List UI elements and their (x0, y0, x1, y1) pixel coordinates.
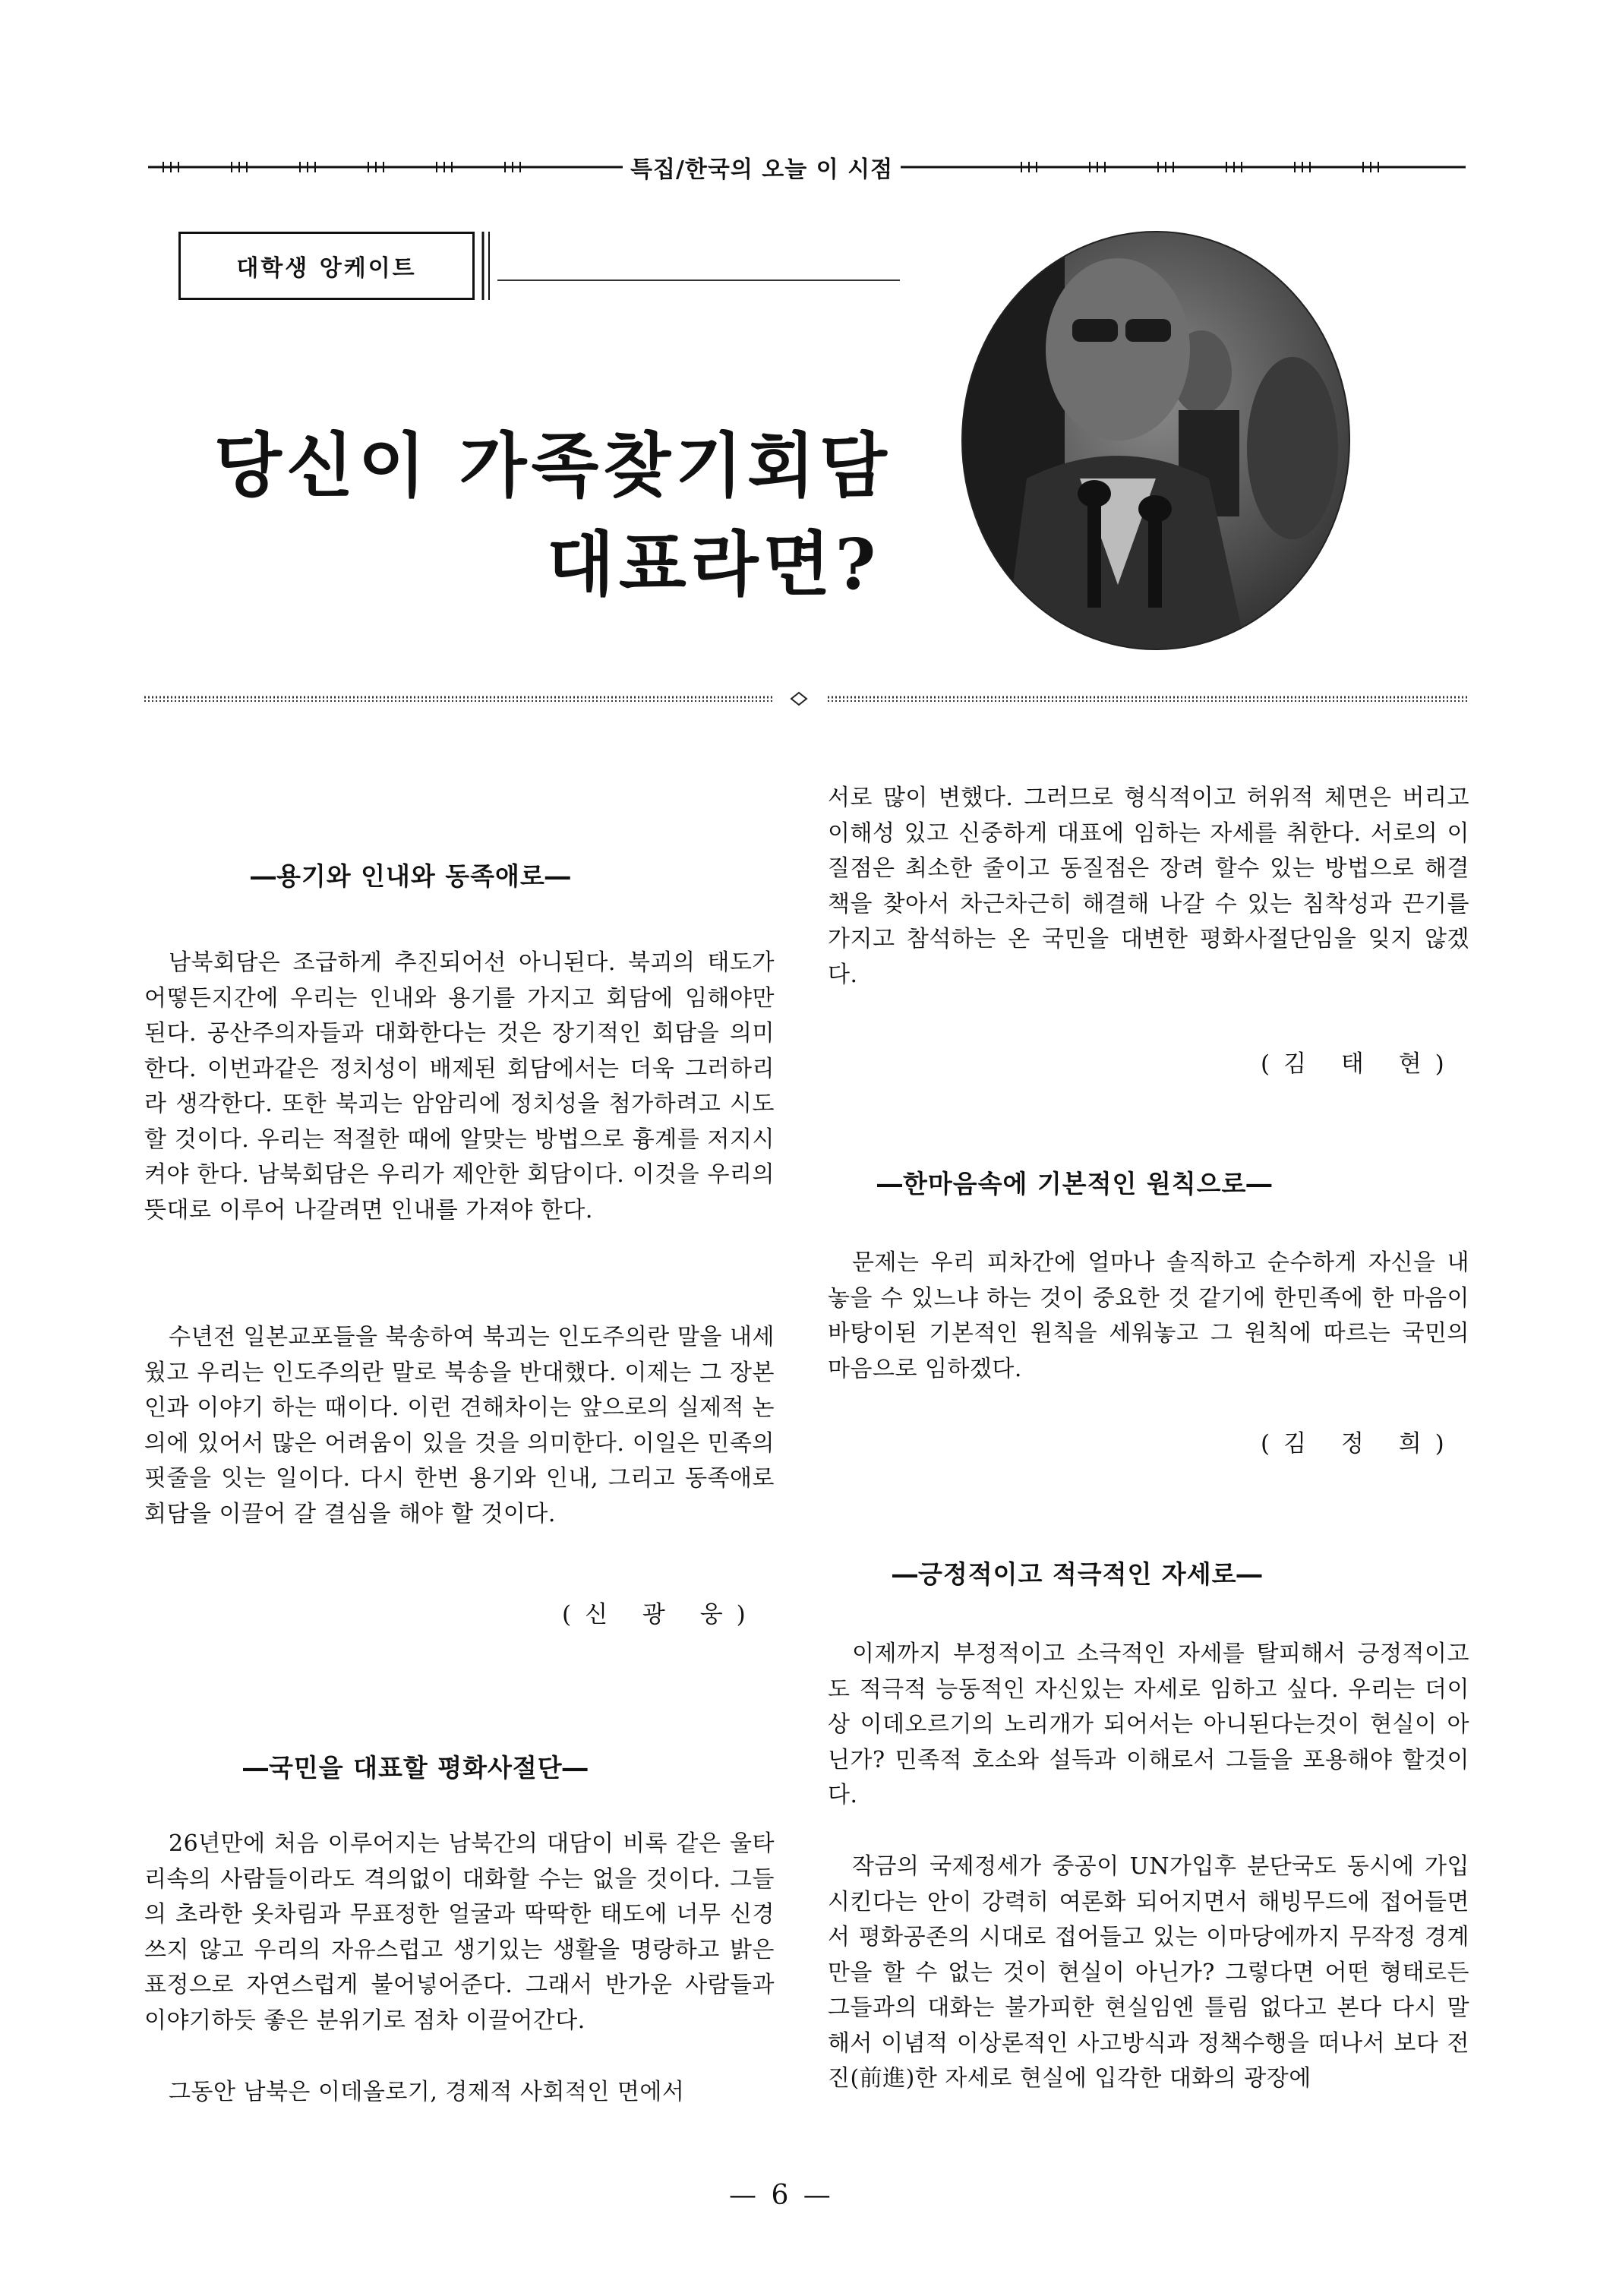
right-column (828, 0, 1469, 2296)
paragraph: 서로 많이 변했다. 그러므로 형식적이고 허위적 체면은 버리고 이해성 있고 신중하게 대표에 임하는 자세를 취한다. 서로의 이질점은 최소한 줄이고 동질점은 장려 할수 있는 방법으로 해결책을 찾아서 차근차근히 해결해 나갈 수 있는 침착성과 끈기를 가지고 참석하는 온 국민을 대변한 평화사절단임을 잊지 않겠다. (828, 785, 1469, 988)
paragraph: 남북회담은 조급하게 추진되어선 아니된다. 북괴의 태도가 어떻든지간에 우리는 인내와 용기를 가지고 회담에 임해야만 된다. 공산주의자들과 대화한다는 것은 장기적인 회담을 의미한다. 이번과같은 정치성이 배제된 회담에서는 더욱 그러하리라 생각한다. 또한 북괴는 암암리에 정치성을 첨가하려고 시도할 것이다. 우리는 적절한 때에 알맞는 방법으로 흉계를 저지시켜야 한다. 남북회담은 우리가 제안한 회담이다. 이것을 우리의 뜻대로 이루어 나갈려면 인내를 가져야 한다. (144, 949, 775, 1224)
author-byline: (신 광 웅) (562, 1601, 759, 1628)
left-column (144, 0, 775, 2296)
header-title: 특집/한국의 오늘 이 시점 (623, 150, 901, 184)
author-byline: (김 정 희) (1261, 1430, 1458, 1458)
paragraph: 작금의 국제정세가 중공이 UN가입후 분단국도 동시에 가입 시킨다는 안이 강력히 여론화 되어지면서 해빙무드에 접어들면서 평화공존의 시대로 접어들고 있는 이마당에까지 무작정 경계만을 할 수 없는 것이 현실이 아닌가? 그렇다면 어떤 형태로든 그들과의 대화는 불가피한 현실임엔 틀림 없다고 본다 다시 말해서 이념적 이상론적인 사고방식과 정책수행을 떠나서 보다 전진(前進)한 자세로 현실에 입각한 대화의 광장에 (828, 1853, 1469, 2092)
section-heading-positive-attitude: ―긍정적이고 적극적인 자세로― (892, 1559, 1263, 1589)
paragraph: 수년전 일본교포들을 북송하여 북괴는 인도주의란 말을 내세웠고 우리는 인도주의란 말로 북송을 반대했다. 이제는 그 장본인과 이야기 하는 때이다. 이런 견해차이는 앞으로의 실제적 논의에 있어서 많은 어려움이 있을 것을 의미한다. 이일은 민족의 핏줄을 잇는 일이다. 다시 한번 용기와 인내, 그리고 동족애로 회담을 이끌어 갈 결심을 해야 할 것이다. (144, 1324, 775, 1527)
page-title-line2: 대표라면? (547, 523, 881, 605)
section-label: 대학생 앙케이트 (178, 232, 475, 300)
paragraph: 이제까지 부정적이고 소극적인 자세를 탈피해서 긍정적이고도 적극적 능동적인 자신있는 자세로 임하고 싶다. 우리는 더이상 이데오르기의 노리개가 되어서는 아니된다는것이 현실이 아닌가? 민족적 호소와 설득과 이해로서 그들을 포용해야 할것이다. (828, 1641, 1469, 1808)
page-title-line1: 당신이 가족찾기회담 (214, 425, 892, 507)
section-heading-peace-delegation: ―국민을 대표할 평화사절단― (243, 1753, 589, 1783)
page-number: — 6 — (729, 2180, 834, 2211)
paragraph: 26년만에 처음 이루어지는 남북간의 대담이 비록 같은 울타리속의 사람들이라도 격의없이 대화할 수는 없을 것이다. 그들의 초라한 옷차림과 무표정한 얼굴과 딱딱한 태도에 너무 신경쓰지 않고 우리의 자유스럽고 생기있는 생활을 명랑하고 밝은표정으로 자연스럽게 불어넣어준다. 그래서 반가운 사람들과 이야기하듯 좋은 분위기로 점차 이끌어간다. (144, 1830, 775, 2034)
author-byline: (김 태 현) (1261, 1050, 1458, 1078)
paragraph: 그동안 남북은 이데올로기, 경제적 사회적인 면에서 (169, 2079, 685, 2105)
paragraph: 문제는 우리 피차간에 얼마나 솔직하고 순수하게 자신을 내 놓을 수 있느냐 하는 것이 중요한 것 같기에 한민족에 한 마음이 바탕이된 기본적인 원칙을 세워놓고 그 원칙에 따르는 국민의 마음으로 임하겠다. (828, 1249, 1469, 1382)
section-heading-courage: ―용기와 인내와 동족애로― (251, 861, 571, 891)
section-heading-one-mind: ―한마음속에 기본적인 원칙으로― (877, 1169, 1273, 1199)
